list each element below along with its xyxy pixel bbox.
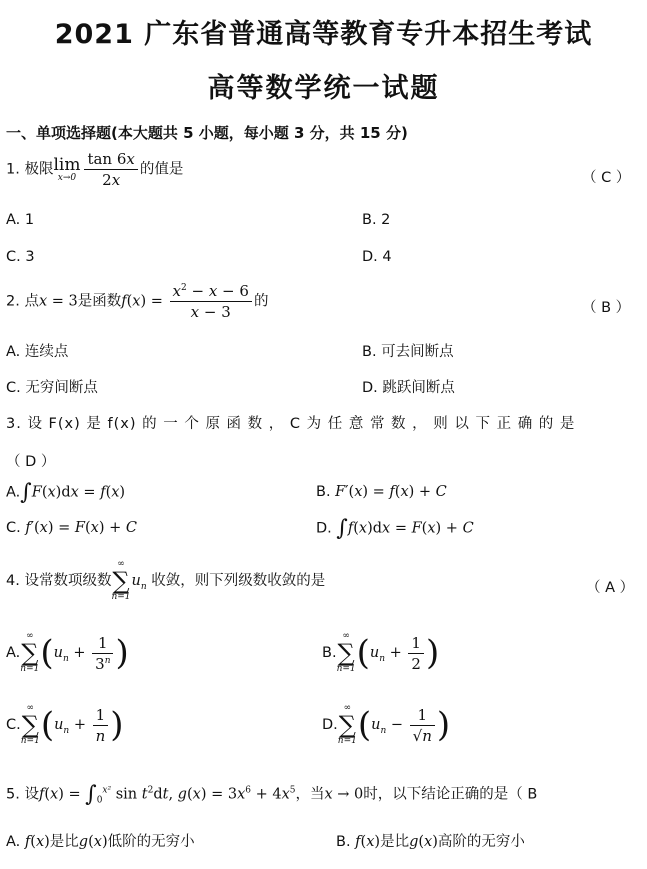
question-3-option-a: A.∫F(x)dx = f(x) [6, 480, 126, 505]
question-3-option-b: B. F′(x) = f(x) + C [316, 484, 447, 500]
fraction-tan6x-over-2x: $\frac{\tan 6x}{2x}$ [84, 150, 137, 189]
question-1-answer: （ C ） [582, 170, 631, 186]
question-2-option-b: B. 可去间断点 [362, 344, 454, 360]
question-5-option-a: A. f(x)是比g(x)低阶的无穷小 [6, 834, 195, 850]
question-3-stem: 3. 设 F(x) 是 f(x) 的 一 个 原 函 数 ， C 为 任 意 常 数 ， 则 以 下 正 确 的 是 [6, 416, 576, 432]
limit-expression: lim x→0 [53, 154, 81, 183]
question-2-option-d: D. 跳跃间断点 [362, 380, 455, 396]
question-3-option-c: C. f′(x) = F(x) + C [6, 520, 137, 536]
series-sum: ∞ ∑ n=1 [111, 559, 131, 602]
exam-title: 2021 广东省普通高等教育专升本招生考试 [54, 19, 593, 50]
question-3-option-d: D. ∫f(x)dx = F(x) + C [316, 516, 474, 541]
question-2-answer: （ B ） [582, 300, 631, 316]
question-4-option-a: A. ∞ ∑ n=1 ($u_n$ + $\frac{1}{3^n}$ ) [6, 631, 129, 674]
exam-subtitle: 高等数学统一试题 [207, 73, 440, 104]
question-2-stem: 2. 点x = 3是函数f(x) = $\frac{x^2 - x - 6}{x - 3}$ 的 [6, 282, 269, 321]
question-4-stem: 4. 设常数项级数 ∞ ∑ n=1 $u_n$ 收敛，则下列级数收敛的是 [6, 559, 326, 602]
question-5-option-b: B. f(x)是比g(x)高阶的无穷小 [336, 834, 525, 850]
question-4-option-c: C. ∞ ∑ n=1 ($u_n$ + $\frac{1}{n}$ ) [6, 703, 124, 746]
section-heading: 一、单项选择题(本大题共 5 小题，每小题 3 分，共 15 分) [6, 124, 408, 142]
question-1-stem: 1. 极限 lim x→0 $\frac{\tan 6x}{2x}$ 的值是 [6, 150, 184, 189]
question-2-option-a: A. 连续点 [6, 344, 69, 360]
question-4-option-b: B. ∞ ∑ n=1 ($u_n$ + $\frac{1}{2}$ ) [322, 631, 440, 674]
question-1-option-c: C. 3 [6, 249, 35, 265]
question-3-answer: （ D ） [6, 454, 56, 470]
question-4-option-d: D. ∞ ∑ n=1 ($u_n$ − $\frac{1}{√n}$ ) [322, 703, 451, 746]
question-1-option-d: D. 4 [362, 249, 392, 265]
fraction-quadratic: $\frac{x^2 - x - 6}{x - 3}$ [170, 282, 252, 321]
question-2-option-c: C. 无穷间断点 [6, 380, 98, 396]
question-1-option-a: A. 1 [6, 212, 35, 228]
question-5-stem: 5. 设$f(x) = \int_0^{x^2}$ $\sin t^2dt$, $g(x) = 3x^6 + 4x^5$，当x → 0时，以下结论正确的是（ B [6, 782, 538, 807]
question-1-option-b: B. 2 [362, 212, 391, 228]
question-4-answer: （ A ） [586, 580, 635, 596]
